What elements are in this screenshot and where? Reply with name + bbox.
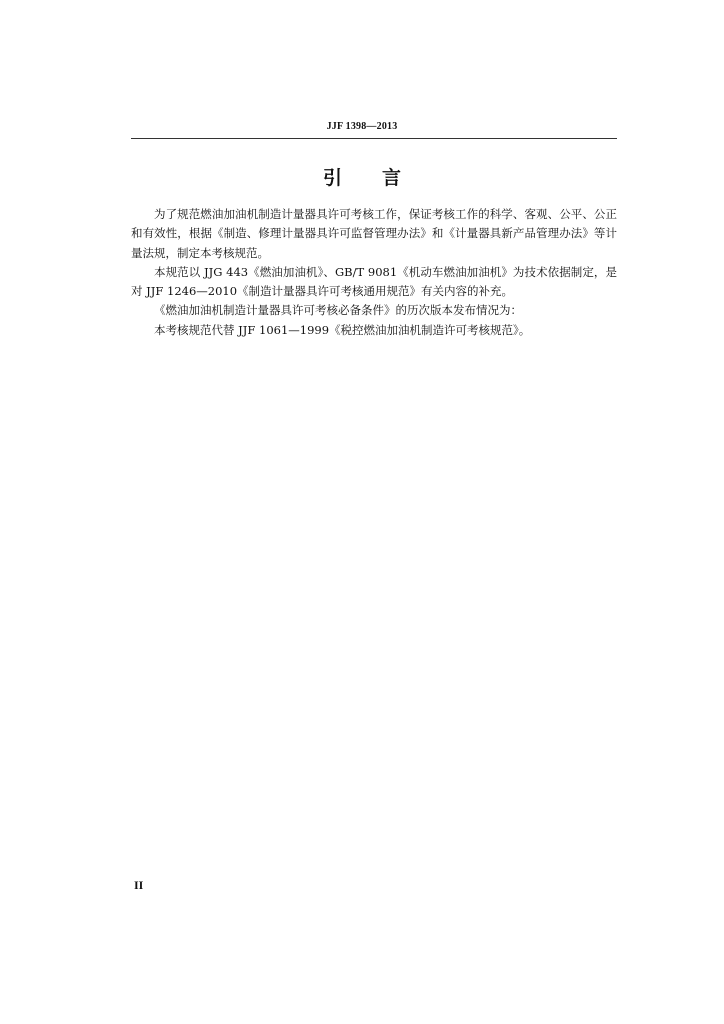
- header-divider: [131, 138, 617, 139]
- paragraph-history: 《燃油加油机制造计量器具许可考核必备条件》的历次版本发布情况为：: [154, 303, 522, 318]
- paragraph-replacement: 本考核规范代替 JJF 1061—1999《税控燃油加油机制造许可考核规范》。: [154, 322, 531, 337]
- page-header-code: JJF 1398—2013: [326, 121, 398, 132]
- paragraph-purpose: 为了规范燃油加油机制造计量器具许可考核工作，保证考核工作的科学、客观、公平、公正和有效性，根据《制造、修理计量器具许可监督管理办法》和《计量器具新产品管理办法》等计量法规，制定本考核规范。: [131, 207, 617, 260]
- paragraph-basis: 本规范以 JJG 443《燃油加油机》、GB/T 9081《机动车燃油加油机》为技术依据制定，是对 JJF 1246—2010《制造计量器具许可考核通用规范》有关内容的补充。: [131, 264, 617, 299]
- body-text: [131, 205, 617, 340]
- page-number: II: [134, 878, 144, 892]
- page-title: 引言: [322, 167, 441, 189]
